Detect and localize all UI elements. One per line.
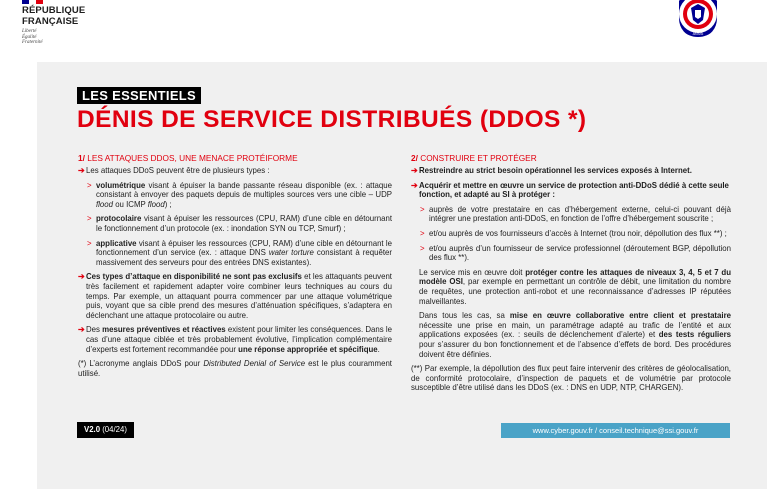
provider-item-text: auprès de votre prestataire en cas d’hébergement externe, celui-ci pouvant déjà intégrer une prestation anti-DDoS, en fonction de l’offre d’hébergement souscrite ; [429, 204, 731, 224]
version-badge [77, 422, 134, 438]
attack-type-text: ) ; [164, 199, 172, 209]
right-heading-text: CONSTRUIRE ET PROTÉGER [417, 153, 537, 163]
attack-type-text: visant à épuiser la bande passante réseau disponible (ex. : attaque consistant à envoyer des paquets depuis de multiples sources vers une cible – UDP [96, 180, 392, 200]
left-paragraph-text: . [377, 344, 380, 354]
left-paragraph-bold: mesures préventives et réactives [102, 325, 226, 335]
flag-icon [22, 0, 44, 4]
attack-type-item [78, 239, 392, 268]
left-column [78, 153, 392, 383]
arrow-icon: ➔ [411, 180, 418, 190]
acronym-footnote [78, 359, 392, 378]
chevron-right-icon: > [420, 204, 425, 214]
seal-text: ANSSI [692, 32, 704, 36]
attack-type-text: consistant à requêter massivement des serveurs pour des entrées DNS existantes). [96, 248, 392, 267]
right-paragraph-text: Le service mis en œuvre doit [419, 267, 526, 277]
right-paragraph-text: nécessite une prise en main, un paramétrage adapté au trafic de l’entité et aux applications exposées (ex. : seuils de déclenchement d’alerte) et [419, 320, 731, 340]
right-bullet [411, 166, 731, 176]
content-card [37, 62, 767, 489]
provider-item-text: et/ou auprès de vos fournisseurs d’accès à Internet (trou noir, dépollution des flux **) ; [429, 228, 727, 238]
provider-item [411, 205, 731, 224]
left-heading-number: 1/ [78, 153, 85, 163]
provider-item-text: et/ou auprès d’un fournisseur de service professionnel (déroutement BGP, dépollution des flux **). [429, 243, 731, 263]
version-date: (04/24) [100, 425, 127, 434]
motto-1: Liberté [22, 29, 37, 34]
attack-type-emphasis: flood [96, 199, 114, 209]
attack-type-term: applicative [96, 238, 137, 248]
footnote-text: est le plus couramment utilisé. [78, 359, 392, 378]
chevron-right-icon: > [420, 243, 425, 253]
left-intro [78, 166, 392, 176]
right-column [411, 153, 731, 398]
left-paragraph [78, 272, 392, 320]
right-paragraph-text: pour s’assurer du bon fonctionnement et de l’absence d’effets de bord. Des procédures doivent être définies. [419, 339, 731, 359]
right-paragraph-text: , par exemple en permettant un contrôle de débit, une limitation du nombre de requêtes, une protection anti-robot et une reconnaissance d’adresses IP réputées malveillantes. [419, 277, 732, 306]
provider-item [411, 244, 731, 263]
motto-3: Fraternité [22, 40, 43, 45]
country-line-2: FRANÇAISE [22, 15, 79, 27]
left-paragraph-text: Des [86, 325, 103, 335]
right-heading [411, 153, 731, 163]
right-paragraph-text: Dans tous les cas, sa [419, 311, 510, 321]
left-heading [78, 153, 392, 163]
anssi-seal-icon [675, 0, 721, 40]
country-name [22, 6, 85, 27]
left-paragraph-text: existent pour limiter les conséquences. Dans le cas d’une attaque ciblée et très probablement évolutive, l’implication complémentaire d’experts est fortement recommandée pour [86, 325, 392, 354]
right-paragraph [411, 311, 731, 359]
flow-footnote: (**) Par exemple, la dépollution des flux peut faire intervenir des critères de géolocalisation, de conformité protocolaire, d’inspection de paquets et de volumétrie par protocole susceptible d’être utilisé dans les DDoS (ex. : DNS en UDP, NTP, CHARGEN). [411, 364, 731, 393]
chevron-right-icon: > [87, 214, 92, 224]
chevron-right-icon: > [87, 180, 92, 190]
right-paragraph [411, 268, 731, 306]
arrow-icon: ➔ [78, 325, 85, 335]
version-number: V2.0 [84, 425, 101, 434]
left-paragraph-text: et les attaquants peuvent très facilement et rapidement adapter voire combiner leurs techniques au cours du temps. Par exemple, un attaquant pourra commencer par une attaque volumétrique puis, voyant que sa cible prend des mesures d’atténuation spécifiques, s’adaptera en déclenchant une attaque protocolaire ou autre. [86, 272, 392, 320]
left-paragraph-bold: une réponse appropriée et spécifique [238, 344, 378, 354]
attack-type-item [78, 214, 392, 233]
section-label: LES ESSENTIELS [77, 87, 201, 104]
attack-type-term: volumétrique [96, 180, 146, 190]
chevron-right-icon: > [87, 238, 92, 248]
attack-type-text: visant à épuiser les ressources (CPU, RAM) d’une cible en détournant le fonctionnement d’un protocole (ex. : inondation SYN ou TCP, Smurf) ; [96, 214, 392, 233]
right-bullet [411, 181, 731, 200]
country-line-1: RÉPUBLIQUE [22, 5, 86, 16]
contact-links[interactable]: www.cyber.gouv.fr / conseil.technique@ssi.gouv.fr [501, 423, 730, 438]
attack-type-emphasis: water torture [268, 248, 314, 258]
chevron-right-icon: > [420, 228, 425, 238]
arrow-icon: ➔ [78, 166, 85, 175]
provider-item [411, 229, 731, 239]
left-paragraph-bold: Ces types d’attaque en disponibilité ne sont pas exclusifs [86, 272, 302, 282]
right-heading-number: 2/ [411, 153, 418, 163]
attack-type-text: ou ICMP [113, 199, 148, 209]
footnote-emphasis: Distributed Denial of Service [203, 359, 306, 369]
right-paragraph-bold: mise en œuvre collaborative entre client et prestataire [509, 311, 731, 321]
attack-type-text: visant à épuiser les ressources (CPU, RAM) d’une cible en détournant le fonctionnement d’un service (ex. : attaque DNS [96, 238, 392, 258]
top-header [0, 0, 767, 52]
footnote-text: (*) L’acronyme anglais DDoS pour [78, 359, 204, 369]
arrow-icon: ➔ [78, 272, 85, 282]
attack-type-item [78, 181, 392, 210]
motto [22, 29, 43, 46]
right-bullet-text: Acquérir et mettre en œuvre un service de protection anti-DDoS dédié à cette seule fonction, et adapté au SI à protéger : [419, 180, 729, 200]
attack-type-emphasis: flood [147, 199, 165, 209]
attack-type-term: protocolaire [96, 214, 142, 224]
arrow-icon: ➔ [411, 166, 418, 175]
left-paragraph [78, 325, 392, 354]
right-paragraph-bold: protéger contre les attaques de niveaux 3, 4, 5 et 7 du modèle OSI [419, 267, 731, 287]
document-title: DÉNIS DE SERVICE DISTRIBUÉS (DDOS *) [77, 106, 587, 133]
republique-francaise-logo [22, 0, 142, 50]
motto-2: Égalité [22, 34, 37, 40]
left-heading-text: LES ATTAQUES DDOS, UNE MENACE PROTÉIFORME [84, 153, 298, 163]
right-paragraph-bold: des tests réguliers [658, 330, 731, 340]
left-intro-text: Les attaques DDoS peuvent être de plusieurs types : [86, 166, 270, 175]
right-bullet-text: Restreindre au strict besoin opérationnel les services exposés à Internet. [419, 166, 692, 175]
